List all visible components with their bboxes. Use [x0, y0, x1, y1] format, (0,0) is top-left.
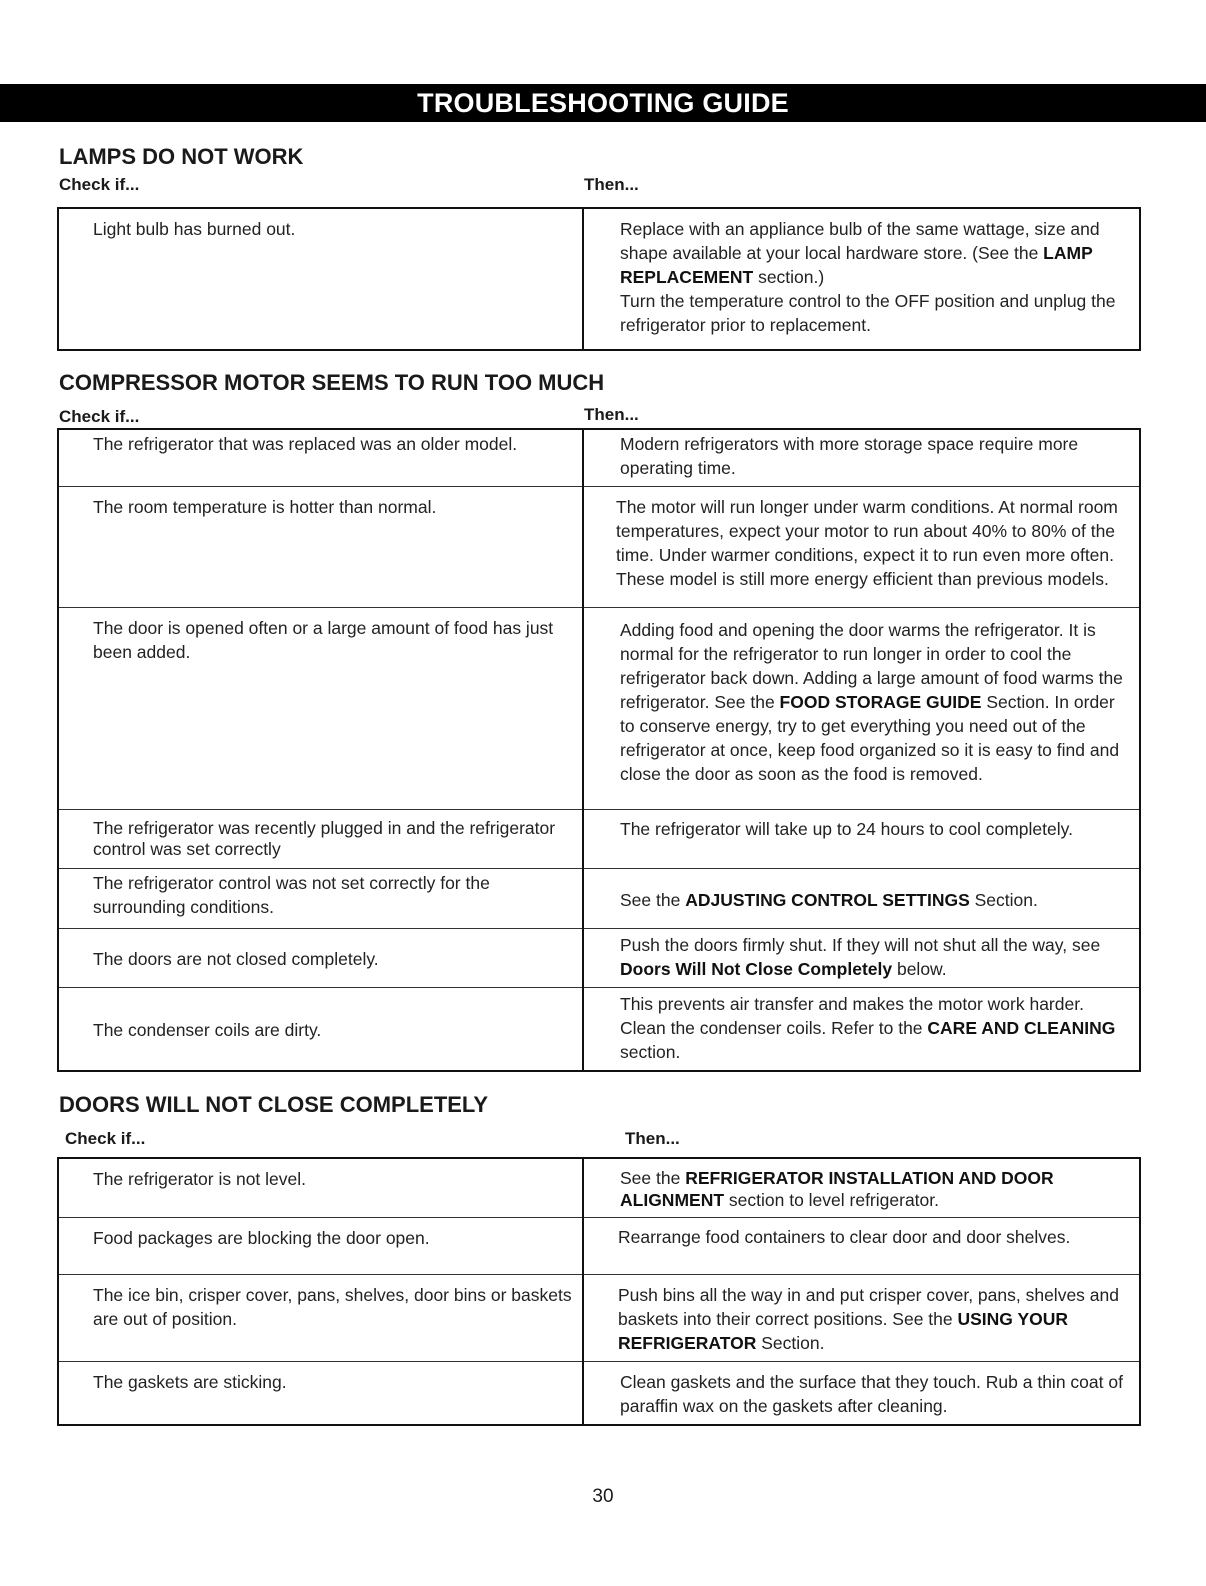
section-title-compressor: COMPRESSOR MOTOR SEEMS TO RUN TOO MUCH: [59, 370, 605, 395]
check-text: The refrigerator that was replaced was an older model.: [93, 434, 518, 454]
then-text: Section.: [756, 1333, 825, 1353]
table-row: [58, 429, 1140, 487]
then-text: section to level refrigerator.: [724, 1190, 939, 1210]
then-text: See the: [620, 889, 686, 910]
check-text: Light bulb has burned out.: [93, 219, 296, 239]
check-text: The condenser coils are dirty.: [93, 1020, 322, 1040]
then-cell: [583, 1275, 1140, 1362]
table-row: [58, 988, 1140, 1072]
table-row: [58, 869, 1140, 929]
check-cell: [58, 869, 583, 929]
check-text: Food packages are blocking the door open.: [93, 1228, 430, 1248]
check-text: The refrigerator is not level.: [93, 1169, 307, 1189]
then-cell: [583, 429, 1140, 487]
table-row: [58, 1275, 1140, 1362]
compressor-table: [57, 428, 1141, 1072]
check-text: The room temperature is hotter than normal.: [93, 497, 437, 517]
then-text: Replace with an appliance bulb of the same wattage, size and shape available at your local hardware store. (See the: [620, 219, 1100, 263]
then-text: The motor will run longer under warm conditions. At normal room temperatures, expect your motor to run about 40% to 80% of the time. Under warmer conditions, expect it to run even more often. These model is still more energy efficient than previous models.: [616, 497, 1118, 589]
then-ref-text: Doors Will Not Close Completely: [620, 959, 893, 979]
then-text: Adding food and opening the door warms the refrigerator. It is normal for the refrigerator to run longer in order to cool the refrigerator back down. Adding a large amount of food warms the refrigerator. See the: [620, 620, 1123, 712]
then-cell: [583, 1158, 1140, 1218]
table-row: [58, 1218, 1140, 1275]
check-text: The ice bin, crisper cover, pans, shelves, door bins or baskets are out of position.: [93, 1285, 572, 1329]
check-if-header: Check if...: [59, 407, 140, 426]
check-text: The refrigerator was recently plugged in and the refrigerator control was set correctly: [93, 818, 556, 859]
then-header: Then...: [584, 405, 639, 424]
then-cell: [583, 929, 1140, 988]
then-cell: [583, 869, 1140, 929]
then-cell: [583, 1218, 1140, 1275]
table-row: [58, 487, 1140, 608]
then-cell: [583, 487, 1140, 608]
page-banner: TROUBLESHOOTING GUIDE: [0, 84, 1206, 122]
then-text: Turn the temperature control to the OFF position and unplug the refrigerator prior to replacement.: [620, 291, 1116, 335]
then-ref-text: REFRIGERATOR INSTALLATION AND DOOR ALIGNMENT: [620, 1168, 1054, 1210]
check-if-header: Check if...: [65, 1129, 146, 1148]
check-cell: [58, 988, 583, 1072]
then-text: Rearrange food containers to clear door and door shelves.: [618, 1227, 1071, 1247]
check-cell: [58, 208, 583, 350]
then-cell: [583, 810, 1140, 869]
check-cell: [58, 429, 583, 487]
then-text: section.: [620, 1042, 681, 1062]
then-text: Push bins all the way in and put crisper cover, pans, shelves and baskets into their correct positions. See the: [618, 1285, 1119, 1329]
table-row: [58, 208, 1140, 350]
table-row: [58, 1158, 1140, 1218]
table-row: [58, 810, 1140, 869]
check-cell: [58, 810, 583, 869]
section-title-lamps: LAMPS DO NOT WORK: [59, 144, 304, 169]
table-row: [58, 608, 1140, 810]
then-text: Push the doors firmly shut. If they will not shut all the way, see: [620, 935, 1101, 955]
check-text: The gaskets are sticking.: [93, 1372, 287, 1392]
then-text: This prevents air transfer and makes the motor work harder. Clean the condenser coils. Refer to the: [620, 994, 1084, 1038]
then-header: Then...: [625, 1129, 680, 1148]
check-text: The door is opened often or a large amount of food has just been added.: [93, 618, 554, 662]
doors-table: [57, 1157, 1141, 1426]
check-cell: [58, 487, 583, 608]
then-text: Section. In order to conserve energy, try to get everything you need out of the refrigerator at once, keep food organized so it is easy to find and close the door as soon as the food is removed.: [620, 692, 1120, 784]
then-text: Section.: [969, 889, 1038, 910]
check-text: The doors are not closed completely.: [93, 949, 379, 969]
then-text: Clean gaskets and the surface that they touch. Rub a thin coat of paraffin wax on the gaskets after cleaning.: [620, 1372, 1123, 1416]
check-cell: [58, 608, 583, 810]
then-ref-text: FOOD STORAGE GUIDE: [779, 692, 982, 712]
table-row: [58, 929, 1140, 988]
then-cell: [583, 988, 1140, 1072]
check-cell: [58, 1158, 583, 1218]
then-cell: [583, 208, 1140, 350]
check-if-header: Check if...: [59, 175, 140, 194]
then-text: Modern refrigerators with more storage space require more operating time.: [620, 434, 1079, 478]
check-cell: [58, 1362, 583, 1426]
then-text: below.: [892, 959, 947, 979]
then-text: section.): [753, 267, 825, 287]
check-cell: [58, 929, 583, 988]
then-text: See the: [620, 1168, 686, 1188]
page-number: 30: [592, 1486, 614, 1507]
then-cell: [583, 608, 1140, 810]
then-ref-text: ADJUSTING CONTROL SETTINGS: [685, 889, 970, 910]
then-text: The refrigerator will take up to 24 hours to cool completely.: [620, 819, 1073, 839]
lamps-table: [57, 207, 1141, 351]
check-cell: [58, 1275, 583, 1362]
then-ref-text: LAMP REPLACEMENT: [620, 243, 1093, 287]
table-row: [58, 1362, 1140, 1426]
check-text: The refrigerator control was not set correctly for the surrounding conditions.: [93, 873, 490, 917]
then-cell: [583, 1362, 1140, 1426]
check-cell: [58, 1218, 583, 1275]
then-header: Then...: [584, 175, 639, 194]
section-title-doors: DOORS WILL NOT CLOSE COMPLETELY: [59, 1092, 489, 1117]
then-ref-text: CARE AND CLEANING: [927, 1018, 1116, 1038]
then-ref-text: USING YOUR REFRIGERATOR: [618, 1309, 1069, 1353]
